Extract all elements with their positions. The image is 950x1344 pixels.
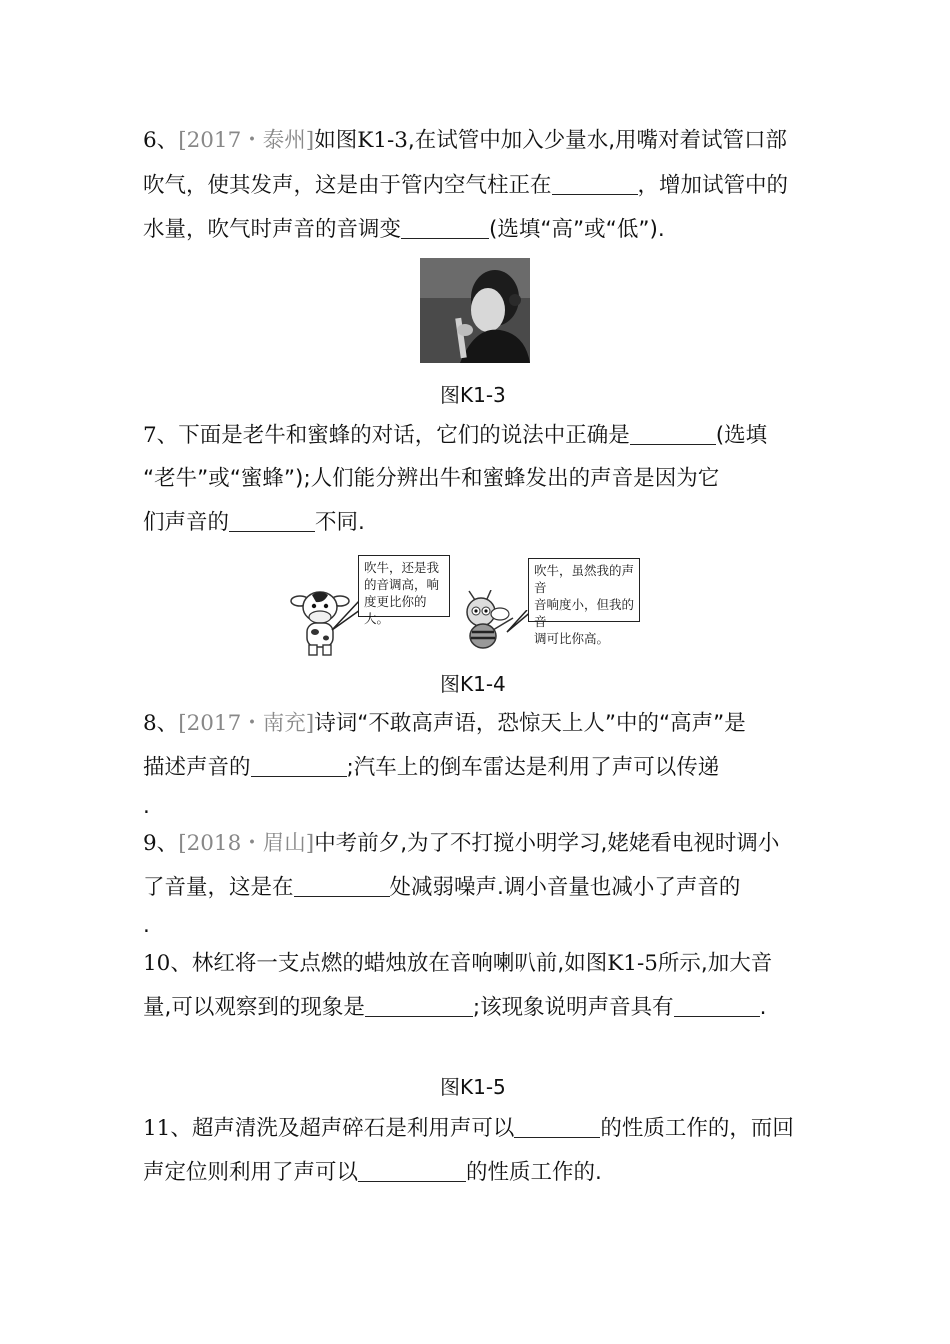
q11-line-2	[143, 1158, 602, 1188]
girl-blowing-test-tube-photo	[420, 258, 530, 363]
q10-text-1b: 所示,加大音	[657, 951, 773, 976]
q11-blank-2[interactable]	[358, 1161, 466, 1182]
q7-line-1	[143, 421, 767, 451]
q6-line-2	[143, 171, 788, 201]
q10-number: 10、	[143, 951, 192, 976]
q8-line-3	[143, 792, 150, 822]
q9-line-1	[143, 829, 779, 859]
q6-number: 6、	[143, 128, 179, 153]
q6-line-1	[143, 126, 787, 156]
q8-line-2	[143, 753, 719, 783]
cow-bubble-line: 度更比你的大。	[364, 594, 427, 626]
q7-blank-1[interactable]	[630, 424, 716, 445]
q11-text-1a: 超声清洗及超声碎石是利用声可以	[191, 1116, 515, 1141]
q6-source: [2017・泰州]	[178, 128, 315, 153]
q8-line-1	[143, 709, 746, 739]
q6-text-1b: ,在试管中加入少量水,用嘴对着试管口部	[407, 128, 788, 153]
q8-number: 8、	[143, 711, 179, 736]
q11-line-1	[143, 1114, 794, 1144]
q9-blank-1[interactable]	[294, 876, 390, 897]
q6-text-3a: 水量，吹气时声音的音调变	[143, 217, 402, 242]
q9-line-2	[143, 873, 740, 903]
q11-text-2b: 的性质工作的.	[466, 1160, 602, 1185]
q7-number: 7、	[143, 423, 179, 448]
q11-text-1b: 的性质工作的，而回	[600, 1116, 794, 1141]
bee-bubble-line: 调可比你高。	[534, 631, 610, 646]
q6-blank-2[interactable]	[401, 218, 489, 239]
q8-text-2a: 描述声音的	[143, 755, 251, 780]
q9-line-3	[143, 911, 150, 941]
cow-speech-bubble	[358, 555, 450, 626]
bee-speech-bubble	[528, 558, 640, 646]
q10-blank-1[interactable]	[365, 996, 473, 1017]
q7-text-3b: 不同.	[315, 510, 365, 535]
q7-line-3	[143, 508, 365, 538]
q9-source: [2018・眉山]	[178, 831, 315, 856]
bee-bubble-line: 吹牛，虽然我的声音	[534, 563, 635, 595]
q6-text-1a: 如图	[314, 128, 358, 153]
q6-text-2a: 吹气，使其发声，这是由于管内空气柱正在	[143, 173, 552, 198]
q7-text-1a: 下面是老牛和蜜蜂的对话，它们的说法中正确是	[178, 423, 630, 448]
q8-text-2b: ;汽车上的倒车雷达是利用了声可以传递	[346, 755, 720, 780]
q9-text-2b: 处减弱噪声.调小音量也减小了声音的	[389, 875, 741, 900]
q6-text-3b: (选填“高”或“低”).	[489, 217, 665, 242]
bee-bubble-line: 音响度小，但我的音	[534, 597, 635, 629]
figure-k1-5-caption: 图K1-5	[440, 1075, 506, 1099]
q10-figure-ref: K1-5	[607, 951, 658, 976]
q7-text-3a: 们声音的	[143, 510, 230, 535]
q7-blank-2[interactable]	[229, 511, 315, 532]
q6-line-3	[143, 215, 665, 245]
q10-line-2	[143, 993, 766, 1023]
q6-figure-ref: K1-3	[357, 128, 408, 153]
q10-blank-2[interactable]	[674, 996, 760, 1017]
q7-text-2: “老牛”或“蜜蜂”);人们能分辨出牛和蜜蜂发出的声音是因为它	[143, 466, 720, 491]
q11-text-2a: 声定位则利用了声可以	[143, 1160, 359, 1185]
figure-k1-4-caption: 图K1-4	[440, 672, 506, 696]
q10-line-1	[143, 949, 772, 979]
q6-blank-1[interactable]	[552, 174, 638, 195]
q9-text-3: .	[143, 913, 150, 938]
cow-bubble-line: 吹牛，还是我	[364, 560, 440, 575]
q9-text-1: 中考前夕,为了不打搅小明学习,姥姥看电视时调小	[314, 831, 780, 856]
q8-text-3: .	[143, 794, 150, 819]
q8-blank-1[interactable]	[251, 756, 347, 777]
figure-k1-3-caption: 图K1-3	[440, 383, 506, 407]
q9-text-2a: 了音量，这是在	[143, 875, 294, 900]
q10-text-2a: 量,可以观察到的现象是	[143, 995, 365, 1020]
q6-text-2b: ，增加试管中的	[637, 173, 789, 198]
q8-text-1: 诗词“不敢高声语，恐惊天上人”中的“高声”是	[314, 711, 746, 736]
cow-bubble-line: 的音调高，响	[364, 577, 440, 592]
q10-text-1a: 林红将一支点燃的蜡烛放在音响喇叭前,如图	[191, 951, 608, 976]
q7-line-2	[143, 464, 719, 494]
q11-number: 11、	[143, 1116, 192, 1141]
q9-number: 9、	[143, 831, 179, 856]
q7-text-1b: (选填	[715, 423, 768, 448]
q8-source: [2017・南充]	[178, 711, 315, 736]
q10-text-2c: .	[759, 995, 767, 1020]
q10-text-2b: ;该现象说明声音具有	[472, 995, 674, 1020]
q11-blank-1[interactable]	[514, 1117, 600, 1138]
